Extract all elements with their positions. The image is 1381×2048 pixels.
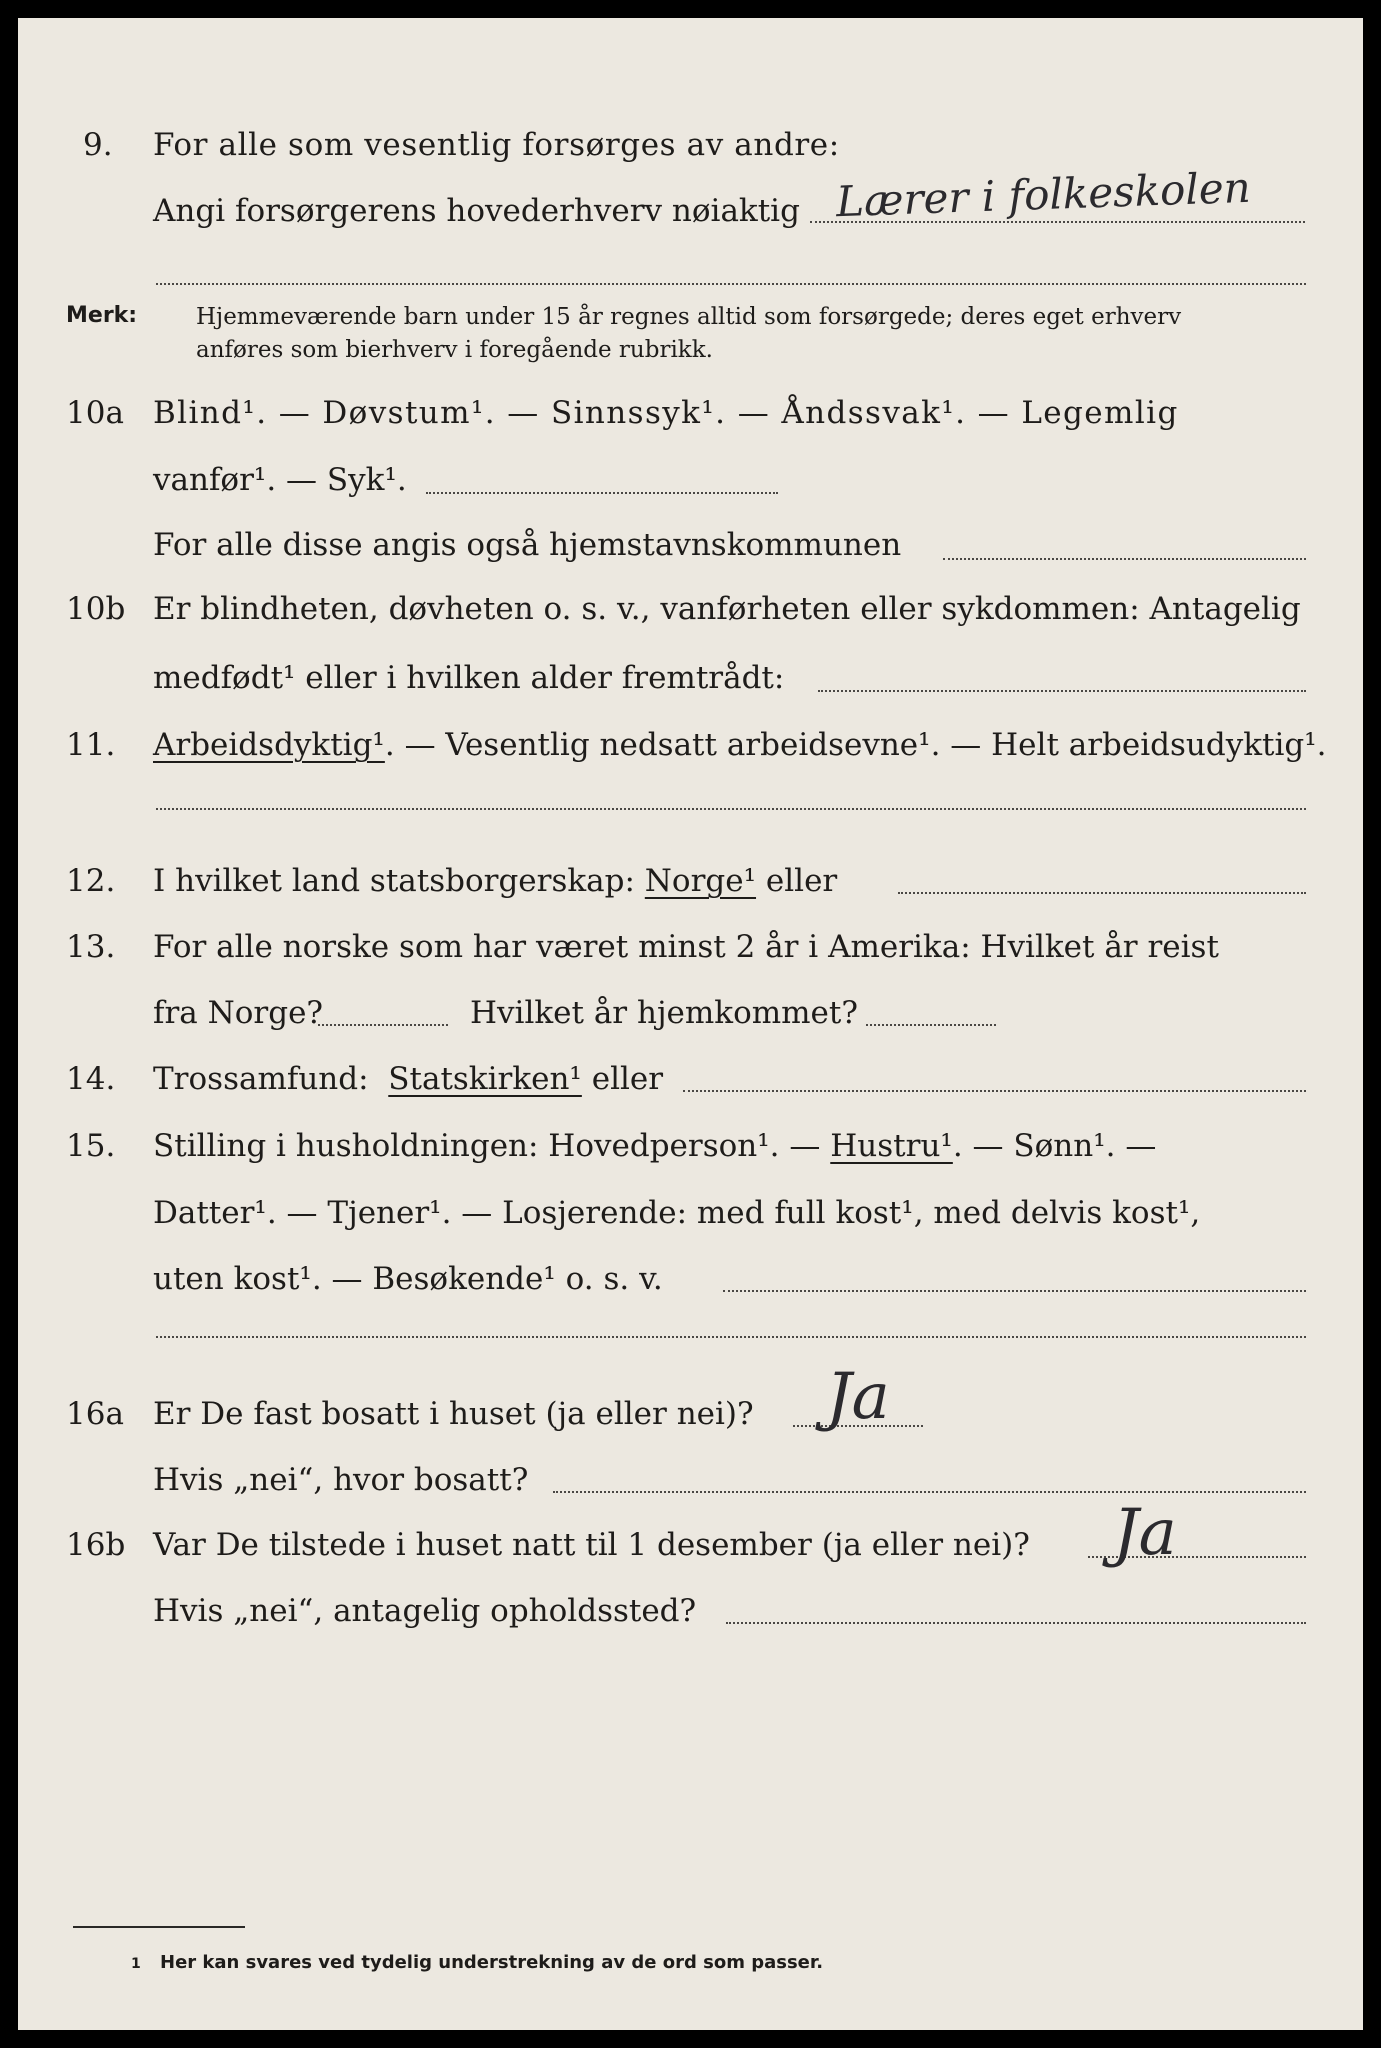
footnote-text: Her kan svares ved tydelig understrekning av de ord som passer. (160, 1952, 824, 1973)
q11-answer-line (156, 808, 1306, 810)
merk-line1: Hjemmeværende barn under 15 år regnes alltid som forsørgede; deres eget erhverv (196, 304, 1182, 330)
q16a-bosatt-line (553, 1491, 1306, 1493)
q12-underlined-option: Norge¹ (644, 863, 757, 899)
q12-answer-line (898, 892, 1306, 894)
merk-label: Merk: (66, 303, 138, 328)
q10a-kommune-line (943, 558, 1306, 560)
footnote-separator (73, 1926, 245, 1928)
q10a-syk-line (426, 492, 778, 494)
q15-underlined-option: Hustru¹ (830, 1128, 953, 1164)
q9-handwritten-answer: Lærer i folkeskolen (835, 162, 1252, 227)
q16a-number: 16a (66, 1396, 124, 1432)
q16b-number: 16b (66, 1527, 126, 1563)
q10a-line1: Blind¹. — Døvstum¹. — Sinnssyk¹. — Åndssvak¹. — Legemlig (153, 395, 1179, 431)
q15-line3: uten kost¹. — Besøkende¹ o. s. v. (153, 1261, 663, 1297)
q10b-answer-line (818, 690, 1306, 692)
q15-line1b: . — Sønn¹. — (952, 1128, 1157, 1164)
q9-line1: For alle som vesentlig forsørges av andre: (153, 127, 840, 163)
q13-line1: For alle norske som har været minst 2 år i Amerika: Hvilket år reist (153, 929, 1219, 965)
q16b-opholdssted-line (726, 1622, 1306, 1624)
q16b-line1: Var De tilstede i huset natt til 1 desember (ja eller nei)? (153, 1527, 1030, 1563)
q15-second-answer-line (156, 1336, 1306, 1338)
q11-rest: . — Vesentlig nedsatt arbeidsevne¹. — Helt arbeidsudyktig¹. (384, 727, 1327, 763)
q14-answer-line (683, 1090, 1306, 1092)
q13-line2a: fra Norge? (153, 995, 324, 1031)
q9-line2: Angi forsørgerens hovederhverv nøiaktig (153, 193, 800, 229)
q14-pre: Trossamfund: (153, 1061, 369, 1097)
q10b-line1: Er blindheten, døvheten o. s. v., vanførheten eller sykdommen: Antagelig (153, 591, 1301, 627)
q16a-line2: Hvis „nei“, hvor bosatt? (153, 1462, 529, 1498)
q14-underlined-option: Statskirken¹ (388, 1061, 582, 1097)
q16a-handwritten-answer: Ja (826, 1360, 890, 1434)
divider (156, 283, 1306, 285)
q13-number: 13. (66, 929, 116, 965)
q15-line1 (153, 1128, 1157, 1164)
q13-hjemkommet-line (866, 1024, 996, 1026)
census-form-page (18, 18, 1363, 2030)
q15-answer-line (723, 1290, 1306, 1292)
q14-text (153, 1061, 664, 1097)
q14-post: eller (591, 1061, 664, 1097)
q12-number: 12. (66, 863, 116, 899)
q9-number: 9. (83, 127, 113, 163)
q10b-number: 10b (66, 591, 126, 627)
q10a-line3: For alle disse angis også hjemstavnskommunen (153, 527, 902, 563)
q12-text (153, 863, 838, 899)
q16b-handwritten-answer: Ja (1113, 1496, 1177, 1570)
q16b-line2: Hvis „nei“, antagelig opholdssted? (153, 1593, 697, 1629)
q16a-line1: Er De fast bosatt i huset (ja eller nei)? (153, 1396, 754, 1432)
q14-number: 14. (66, 1061, 116, 1097)
q13-line2b: Hvilket år hjemkommet? (470, 995, 858, 1031)
q10a-number: 10a (66, 395, 124, 431)
q10b-line2: medfødt¹ eller i hvilken alder fremtrådt: (153, 660, 785, 696)
q15-number: 15. (66, 1128, 116, 1164)
q11-underlined-option: Arbeidsdyktig¹ (153, 727, 385, 763)
q12-post: eller (765, 863, 838, 899)
q15-line2: Datter¹. — Tjener¹. — Losjerende: med full kost¹, med delvis kost¹, (153, 1195, 1201, 1231)
merk-line2: anføres som bierhverv i foregående rubrikk. (196, 337, 713, 363)
footnote-mark: 1 (131, 1956, 141, 1972)
q13-reist-line (318, 1024, 448, 1026)
q15-line1a: Stilling i husholdningen: Hovedperson¹. — (153, 1128, 821, 1164)
q11-number: 11. (66, 727, 116, 763)
q10a-line2: vanfør¹. — Syk¹. (153, 462, 407, 498)
q12-pre: I hvilket land statsborgerskap: (153, 863, 635, 899)
q11-text (153, 727, 1327, 763)
